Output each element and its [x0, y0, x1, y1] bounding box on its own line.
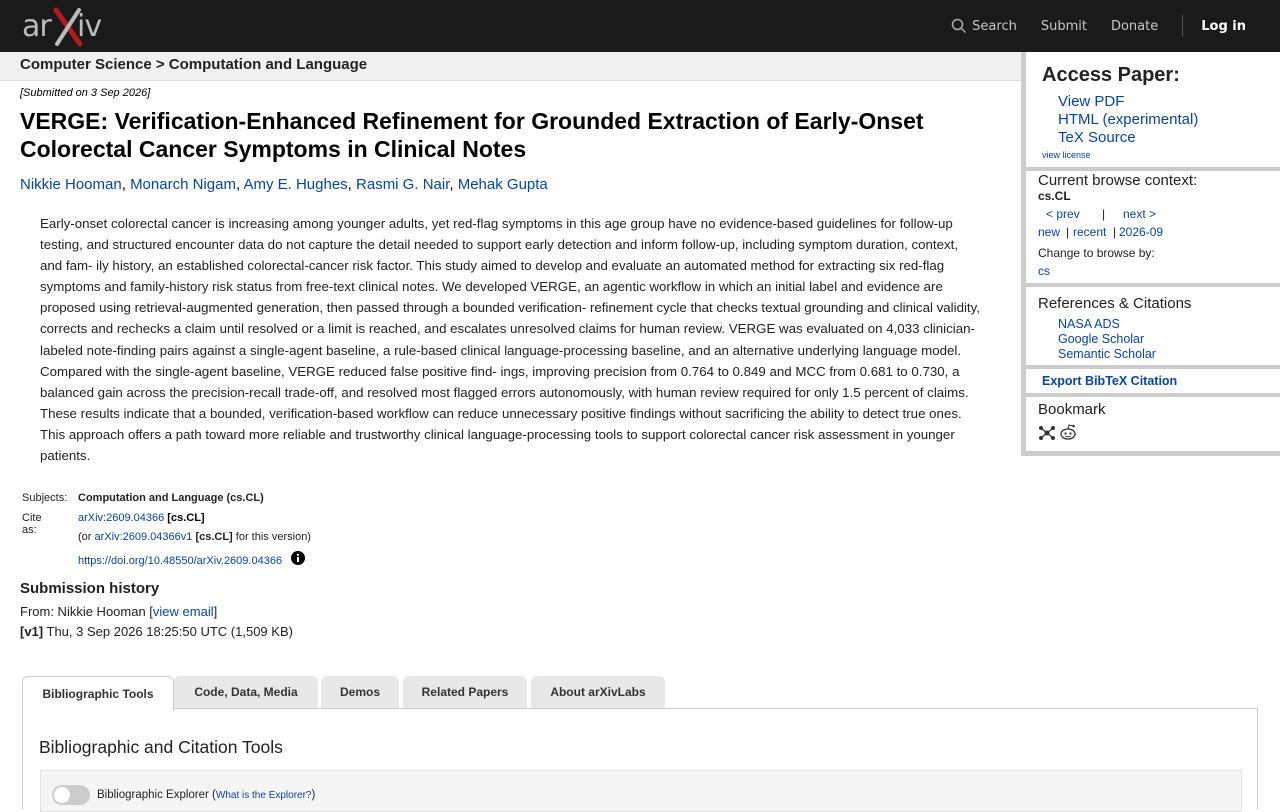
browse-context-box	[1026, 171, 1280, 283]
from-suffix: ]	[213, 604, 218, 619]
arxiv-id-link[interactable]: arXiv:2609.04366	[78, 512, 165, 524]
reddit-icon[interactable]	[1059, 423, 1077, 441]
search-label: Search	[972, 18, 1017, 34]
tab-about-arxivlabs[interactable]: About arXivLabs	[531, 676, 665, 708]
cite-version-line	[78, 531, 311, 543]
labs-tabs	[22, 676, 1258, 708]
from-prefix: From: Nikkie Hooman [	[20, 604, 153, 619]
svg-text:ar: ar	[22, 9, 51, 44]
doi-line	[78, 551, 305, 567]
donate-link[interactable]: Donate	[1110, 18, 1159, 34]
login-link[interactable]: Log in	[1201, 18, 1246, 34]
nav-divider	[1182, 15, 1183, 37]
references-heading: References & Citations	[1038, 295, 1192, 312]
arxiv-logo[interactable]	[22, 6, 114, 48]
submission-dateline: [Submitted on 3 Sep 2026]	[20, 87, 151, 99]
browse-context-category: cs.CL	[1038, 189, 1071, 203]
export-box	[1026, 369, 1280, 393]
author-link[interactable]: Amy E. Hughes	[243, 176, 348, 193]
next-link[interactable]: next >	[1123, 207, 1157, 221]
subjects-label: Subjects:	[22, 492, 68, 504]
browse-context-heading: Current browse context:	[1038, 172, 1198, 189]
cite-label: Cite as:	[22, 512, 42, 536]
submission-history-heading: Submission history	[20, 580, 160, 597]
cite-version-suffix: for this version)	[235, 531, 311, 543]
recent-link[interactable]: recent	[1073, 225, 1107, 239]
explorer-close: )	[311, 789, 316, 801]
access-paper-heading: Access Paper:	[1042, 64, 1180, 86]
tab-related-papers[interactable]: Related Papers	[403, 676, 527, 708]
bibsonomy-icon[interactable]	[1038, 425, 1056, 441]
semantic-scholar-link[interactable]: Semantic Scholar	[1058, 347, 1156, 361]
browse-cs-link[interactable]: cs	[1038, 264, 1050, 278]
tab-panel	[22, 708, 1258, 809]
info-icon[interactable]	[291, 551, 305, 565]
top-bar	[0, 0, 1280, 52]
html-experimental-link[interactable]: HTML (experimental)	[1058, 111, 1199, 128]
cite-category: [cs.CL]	[167, 512, 205, 524]
export-bibtex-link[interactable]: Export BibTeX Citation	[1042, 374, 1178, 388]
version-label: [v1]	[20, 624, 44, 639]
author-link[interactable]: Mehak Gupta	[457, 176, 548, 193]
change-browse-label: Change to browse by:	[1038, 246, 1155, 260]
separator: |	[1066, 225, 1070, 239]
top-nav	[951, 0, 1280, 52]
version-entry	[20, 624, 293, 639]
author-link[interactable]: Nikkie Hooman	[20, 176, 122, 193]
submission-from	[20, 604, 217, 619]
references-box	[1026, 287, 1280, 365]
new-link[interactable]: new	[1038, 225, 1061, 239]
tab-code-data-media[interactable]: Code, Data, Media	[174, 676, 318, 708]
access-paper-box	[1026, 52, 1280, 167]
tex-source-link[interactable]: TeX Source	[1058, 129, 1136, 146]
prev-link[interactable]: < prev	[1046, 207, 1080, 221]
bookmark-heading: Bookmark	[1038, 401, 1106, 418]
breadcrumb-bar	[0, 52, 1021, 81]
bookmark-box	[1026, 397, 1280, 451]
toggle-knob	[54, 787, 70, 803]
bibliographic-explorer-row	[40, 770, 1242, 812]
search-link[interactable]	[951, 18, 1017, 34]
author-link[interactable]: Monarch Nigam	[130, 176, 236, 193]
author-list: Nikkie Hooman, Monarch Nigam, Amy E. Hughes, Rasmi G. Nair, Mehak Gupta	[20, 176, 548, 193]
tab-demos[interactable]: Demos	[321, 676, 399, 708]
search-icon	[951, 18, 967, 34]
doi-link[interactable]: https://doi.org/10.48550/arXiv.2609.04366	[78, 555, 283, 567]
submit-link[interactable]: Submit	[1040, 18, 1087, 34]
nasa-ads-link[interactable]: NASA ADS	[1058, 317, 1120, 331]
panel-heading: Bibliographic and Citation Tools	[39, 737, 283, 757]
version-text: Thu, 3 Sep 2026 18:25:50 UTC (1,509 KB)	[46, 624, 293, 639]
explorer-toggle[interactable]	[52, 785, 90, 805]
prev-next-separator: |	[1102, 207, 1106, 221]
what-is-explorer-link[interactable]: What is the Explorer?	[215, 790, 312, 801]
explorer-label: Bibliographic Explorer (	[97, 789, 216, 801]
author-link[interactable]: Rasmi G. Nair	[356, 176, 450, 193]
month-link[interactable]: 2026-09	[1119, 225, 1164, 239]
svg-text:iv: iv	[77, 9, 102, 44]
cite-or: (or	[78, 531, 92, 543]
arxiv-version-link[interactable]: arXiv:2609.04366v1	[94, 531, 193, 543]
tab-bibliographic-tools[interactable]: Bibliographic Tools	[22, 676, 174, 711]
paper-title: VERGE: Verification-Enhanced Refinement for Grounded Extraction of Early-Onset Colorectal Cancer Symptoms in Clinical Notes	[20, 108, 924, 162]
separator: |	[1113, 225, 1117, 239]
abstract: Early-onset colorectal cancer is increasing among younger adults, yet red-flag symptoms in this age group have no evidence-based guidelines for follow-up testing, and structured encounter data do not capture the detail needed to support early detection and inform follow-up, including symptom duration, context, and fam- ily history, an established colorectal-cancer risk factor. This study aimed to develop and evaluate an automated method for extracting six red-flag symptoms and family-history risk status from free-text clinical notes. We developed VERGE, an agentic workflow in which an initial label and evidence are proposed using retrieval-augmented generation, then passed through a bounded verification- refinement cycle that checks textual grounding and clinical validity, corrects and rechecks a claim until resolved or a limit is reached, and escalates unresolved claims for human review. VERGE was evaluated on 4,033 clinician-labeled note-finding pairs against a single-agent baseline, a rule-based clinical language-processing baseline, and an alternative underlying language model. Compared with the single-agent baseline, VERGE reduced false positive find- ings, improving precision from 0.764 to 0.849 and MCC from 0.681 to 0.730, a balanced gain across the precision-recall trade-off, and resolved most flagged errors autonomously, with human review required for only 1.5 percent of claims. These results indicate that a bounded, verification-based workflow can reduce unnecessary positive findings without sacrificing the ability to detect true ones. This approach offers a path toward more reliable and trustworthy clinical language-processing tools to support colorectal cancer risk assessment in younger patients.	[40, 216, 980, 464]
cite-line	[78, 512, 205, 524]
view-license-link[interactable]: view license	[1042, 150, 1091, 160]
explorer-text	[97, 789, 315, 801]
sidebar	[1021, 52, 1280, 456]
subjects-value: Computation and Language (cs.CL)	[78, 492, 264, 504]
view-email-link[interactable]: view email	[152, 604, 214, 619]
view-pdf-link[interactable]: View PDF	[1058, 93, 1125, 110]
cite-version-category: [cs.CL]	[195, 531, 233, 543]
breadcrumb[interactable]: Computer Science > Computation and Language	[20, 56, 368, 73]
google-scholar-link[interactable]: Google Scholar	[1058, 332, 1145, 346]
